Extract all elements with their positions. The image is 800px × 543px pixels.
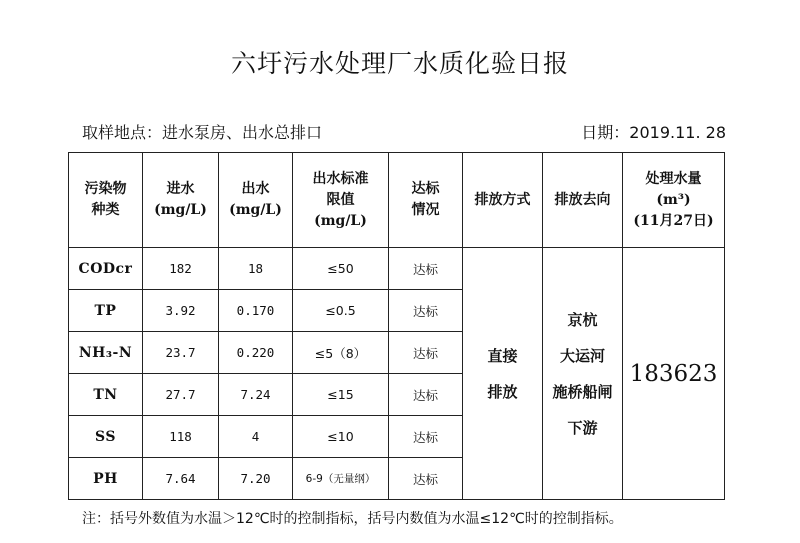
- influent-cell: 182: [143, 248, 219, 290]
- report-date: 日期：2019.11. 28: [581, 123, 726, 142]
- header-effluent: 出水 (mg/L): [219, 153, 293, 248]
- header-discharge-destination: 排放去向: [543, 153, 623, 248]
- effluent-cell: 0.170: [219, 290, 293, 332]
- limit-cell: ≤5（8）: [293, 332, 389, 374]
- report-title: 六圩污水处理厂水质化验日报: [230, 49, 569, 78]
- pollutant-cell: PH: [69, 458, 143, 500]
- status-cell: 达标: [389, 458, 463, 500]
- status-cell: 达标: [389, 374, 463, 416]
- table-row: [69, 248, 725, 290]
- footnote: 注：括号外数值为水温＞12℃时的控制指标，括号内数值为水温≤12℃时的控制指标。: [82, 511, 623, 527]
- header-status: 达标 情况: [389, 153, 463, 248]
- sampling-location: 取样地点：进水泵房、出水总排口: [82, 123, 323, 142]
- influent-cell: 7.64: [143, 458, 219, 500]
- status-cell: 达标: [389, 416, 463, 458]
- effluent-cell: 18: [219, 248, 293, 290]
- effluent-cell: 0.220: [219, 332, 293, 374]
- header-pollutant: 污染物 种类: [69, 153, 143, 248]
- limit-cell: ≤50: [293, 248, 389, 290]
- pollutant-cell: TN: [69, 374, 143, 416]
- influent-cell: 23.7: [143, 332, 219, 374]
- limit-cell: ≤15: [293, 374, 389, 416]
- discharge-method-cell: 直接 排放: [463, 248, 543, 500]
- status-cell: 达标: [389, 290, 463, 332]
- pollutant-cell: CODcr: [69, 248, 143, 290]
- effluent-cell: 7.24: [219, 374, 293, 416]
- pollutant-cell: TP: [69, 290, 143, 332]
- header-influent: 进水 (mg/L): [143, 153, 219, 248]
- influent-cell: 27.7: [143, 374, 219, 416]
- status-cell: 达标: [389, 332, 463, 374]
- influent-cell: 118: [143, 416, 219, 458]
- effluent-cell: 7.20: [219, 458, 293, 500]
- header-volume: 处理水量 (m³) (11月27日): [623, 153, 725, 248]
- discharge-destination-cell: 京杭 大运河 施桥船闸 下游: [543, 248, 623, 500]
- header-limit: 出水标准 限值 (mg/L): [293, 153, 389, 248]
- status-cell: 达标: [389, 248, 463, 290]
- effluent-cell: 4: [219, 416, 293, 458]
- influent-cell: 3.92: [143, 290, 219, 332]
- limit-cell: ≤0.5: [293, 290, 389, 332]
- water-quality-table: [68, 152, 725, 500]
- pollutant-cell: SS: [69, 416, 143, 458]
- header-discharge-method: 排放方式: [463, 153, 543, 248]
- pollutant-cell: NH₃-N: [69, 332, 143, 374]
- limit-cell: 6-9（无量纲）: [293, 458, 389, 500]
- treated-volume-cell: 183623: [623, 248, 725, 500]
- table-header-row: [69, 153, 725, 248]
- limit-cell: ≤10: [293, 416, 389, 458]
